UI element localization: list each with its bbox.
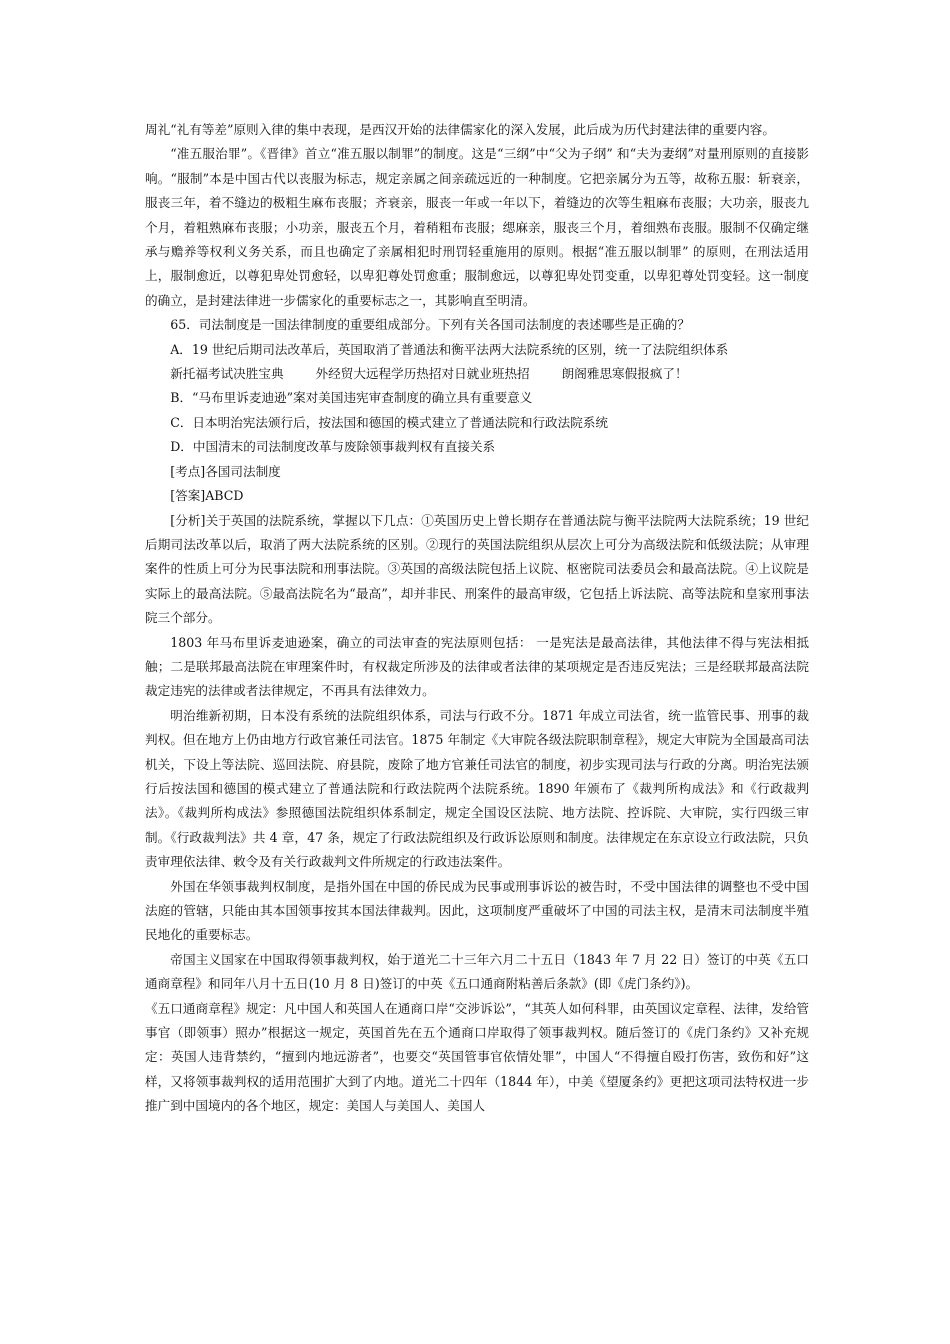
paragraph-1803: 1803 年马布里诉麦迪逊案，确立的司法审查的宪法原则包括： 一是宪法是最高法律，其他法律不得与宪法相抵触；二是联邦最高法院在审理案件时，有权裁定所涉及的法律或者法律的某项规定是否违反宪法；三是经联邦最高法院裁定违宪的法律或者法律规定，不再具有法律效力。 [145,634,809,699]
analysis-paragraph: [分析]关于英国的法院系统，掌握以下几点：①英国历史上曾长期存在普通法院与衡平法院两大法院系统；19 世纪后期司法改革以后，取消了两大法院系统的区别。②现行的英国法院组织从层次上可分为高级法院和低级法院；从审理案件的性质上可分为民事法院和刑事法院。③英国的高级法院包括上议院、枢密院司法委员会和最高法院。④上议院是实际上的最高法院。⑤最高法院名为“最高”，却并非民、刑案件的最高审级，它包括上诉法院、高等法院和皇家刑事法院三个部分。 [145,512,809,626]
kaodian-label: [考点]各国司法制度 [170,463,281,479]
document-page [145,118,809,1119]
promo-links[interactable]: 新托福考试决胜宝典 外经贸大远程学历热招对日就业班热招 朗阁雅思寒假报疯了！ [170,366,688,382]
paragraph-imperialism: 帝国主义国家在中国取得领事裁判权，始于道光二十三年六月二十五日（1843 年 7 月 22 日）签订的中英《五口通商章程》和同年八月十五日(10 月 8 日)签订的中英《五口通商附粘善后条款》(即《虎门条约》)。 [145,951,809,992]
paragraph-meiji: 明治维新初期，日本没有系统的法院组织体系，司法与行政不分。1871 年成立司法省，统一监管民事、刑事的裁判权。但在地方上仍由地方行政官兼任司法官。1875 年制定《大审院各级法院职制章程》，规定大审院为全国最高司法机关，下设上等法院、巡回法院、府县院，废除了地方官兼任司法官的制度，初步实现司法与行政的分离。明治宪法颁行后按法国和德国的模式建立了普通法院和行政法院两个法院系统。1890 年颁布了《裁判所构成法》和《行政裁判法》。《裁判所构成法》参照德国法院组织体系制定，规定全国设区法院、地方法院、控诉院、大审院，实行四级三审制。《行政裁判法》共 4 章，47 条，规定了行政法院组织及行政诉讼原则和制度。法律规定在东京设立行政法院，只负责审理依法律、敕令及有关行政裁判文件所规定的行政违法案件。 [145,707,809,870]
paragraph-zhunwufu: “准五服治罪”。《晋律》首立“准五服以制罪”的制度。这是“三纲”中“父为子纲” 和“夫为妻纲”对量刑原则的直接影响。“服制”本是中国古代以丧服为标志，规定亲属之间亲疏远近的一种制度。它把亲属分为五等，故称五服：斩衰亲，服丧三年，着不缝边的极粗生麻布丧服；齐衰亲，服丧一年或一年以下，着缝边的次等生粗麻布丧服；大功亲，服丧九个月，着粗熟麻布丧服；小功亲，服丧五个月，着稍粗布丧服；缌麻亲，服丧三个月，着细熟布丧服。服制不仅确定继承与赡养等权利义务关系，而且也确定了亲属相犯时刑罚轻重施用的原则。根据“准五服以制罪” 的原则，在刑法适用上，服制愈近，以尊犯卑处罚愈轻，以卑犯尊处罚愈重；服制愈远，以尊犯卑处罚变重，以卑犯尊处罚变轻。这一制度的确立，是封建法律进一步儒家化的重要标志之一，其影响直至明清。 [145,146,809,308]
question-65: 65．司法制度是一国法律制度的重要组成部分。下列有关各国司法制度的表述哪些是正确的？ [170,317,690,333]
paragraph-consular-jurisdiction: 外国在华领事裁判权制度，是指外国在中国的侨民成为民事或刑事诉讼的被告时，不受中国法律的调整也不受中国法庭的管辖，只能由其本国领事按其本国法律裁判。因此，这项制度严重破坏了中国的司法主权，是清末司法制度半殖民地化的重要标志。 [145,878,809,943]
option-a: A．19 世纪后期司法改革后，英国取消了普通法和衡平法两大法院系统的区别，统一了法院组织体系 [170,341,729,357]
paragraph-wuli: 周礼“礼有等差”原则入律的集中表现，是西汉开始的法律儒家化的深入发展，此后成为历代封建法律的重要内容。 [145,122,775,137]
paragraph-wukou-tongshang: 《五口通商章程》规定：凡中国人和英国人在通商口岸“交涉诉讼”，“其英人如何科罪，由英国议定章程、法律，发给管事官（即领事）照办”根据这一规定，英国首先在五个通商口岸取得了领事裁判权。随后签订的《虎门条约》又补充规定：英国人违背禁约，“擅到内地远游者”，也要交“英国管事官依情处罪”，中国人“不得擅自殴打伤害，致伤和好”这样，又将领事裁判权的适用范围扩大到了内地。道光二十四年（1844 年），中美《望厦条约》更把这项司法特权进一步推广到中国境内的各个地区，规定：美国人与美国人、美国人 [145,1000,809,1114]
option-c: C．日本明治宪法颁行后，按法国和德国的模式建立了普通法院和行政法院系统 [170,414,609,430]
option-b: B．“马布里诉麦迪逊”案对美国违宪审查制度的确立具有重要意义 [170,390,533,406]
answer-label: [答案]ABCD [170,488,244,504]
option-d: D．中国清末的司法制度改革与废除领事裁判权有直接关系 [170,439,496,455]
